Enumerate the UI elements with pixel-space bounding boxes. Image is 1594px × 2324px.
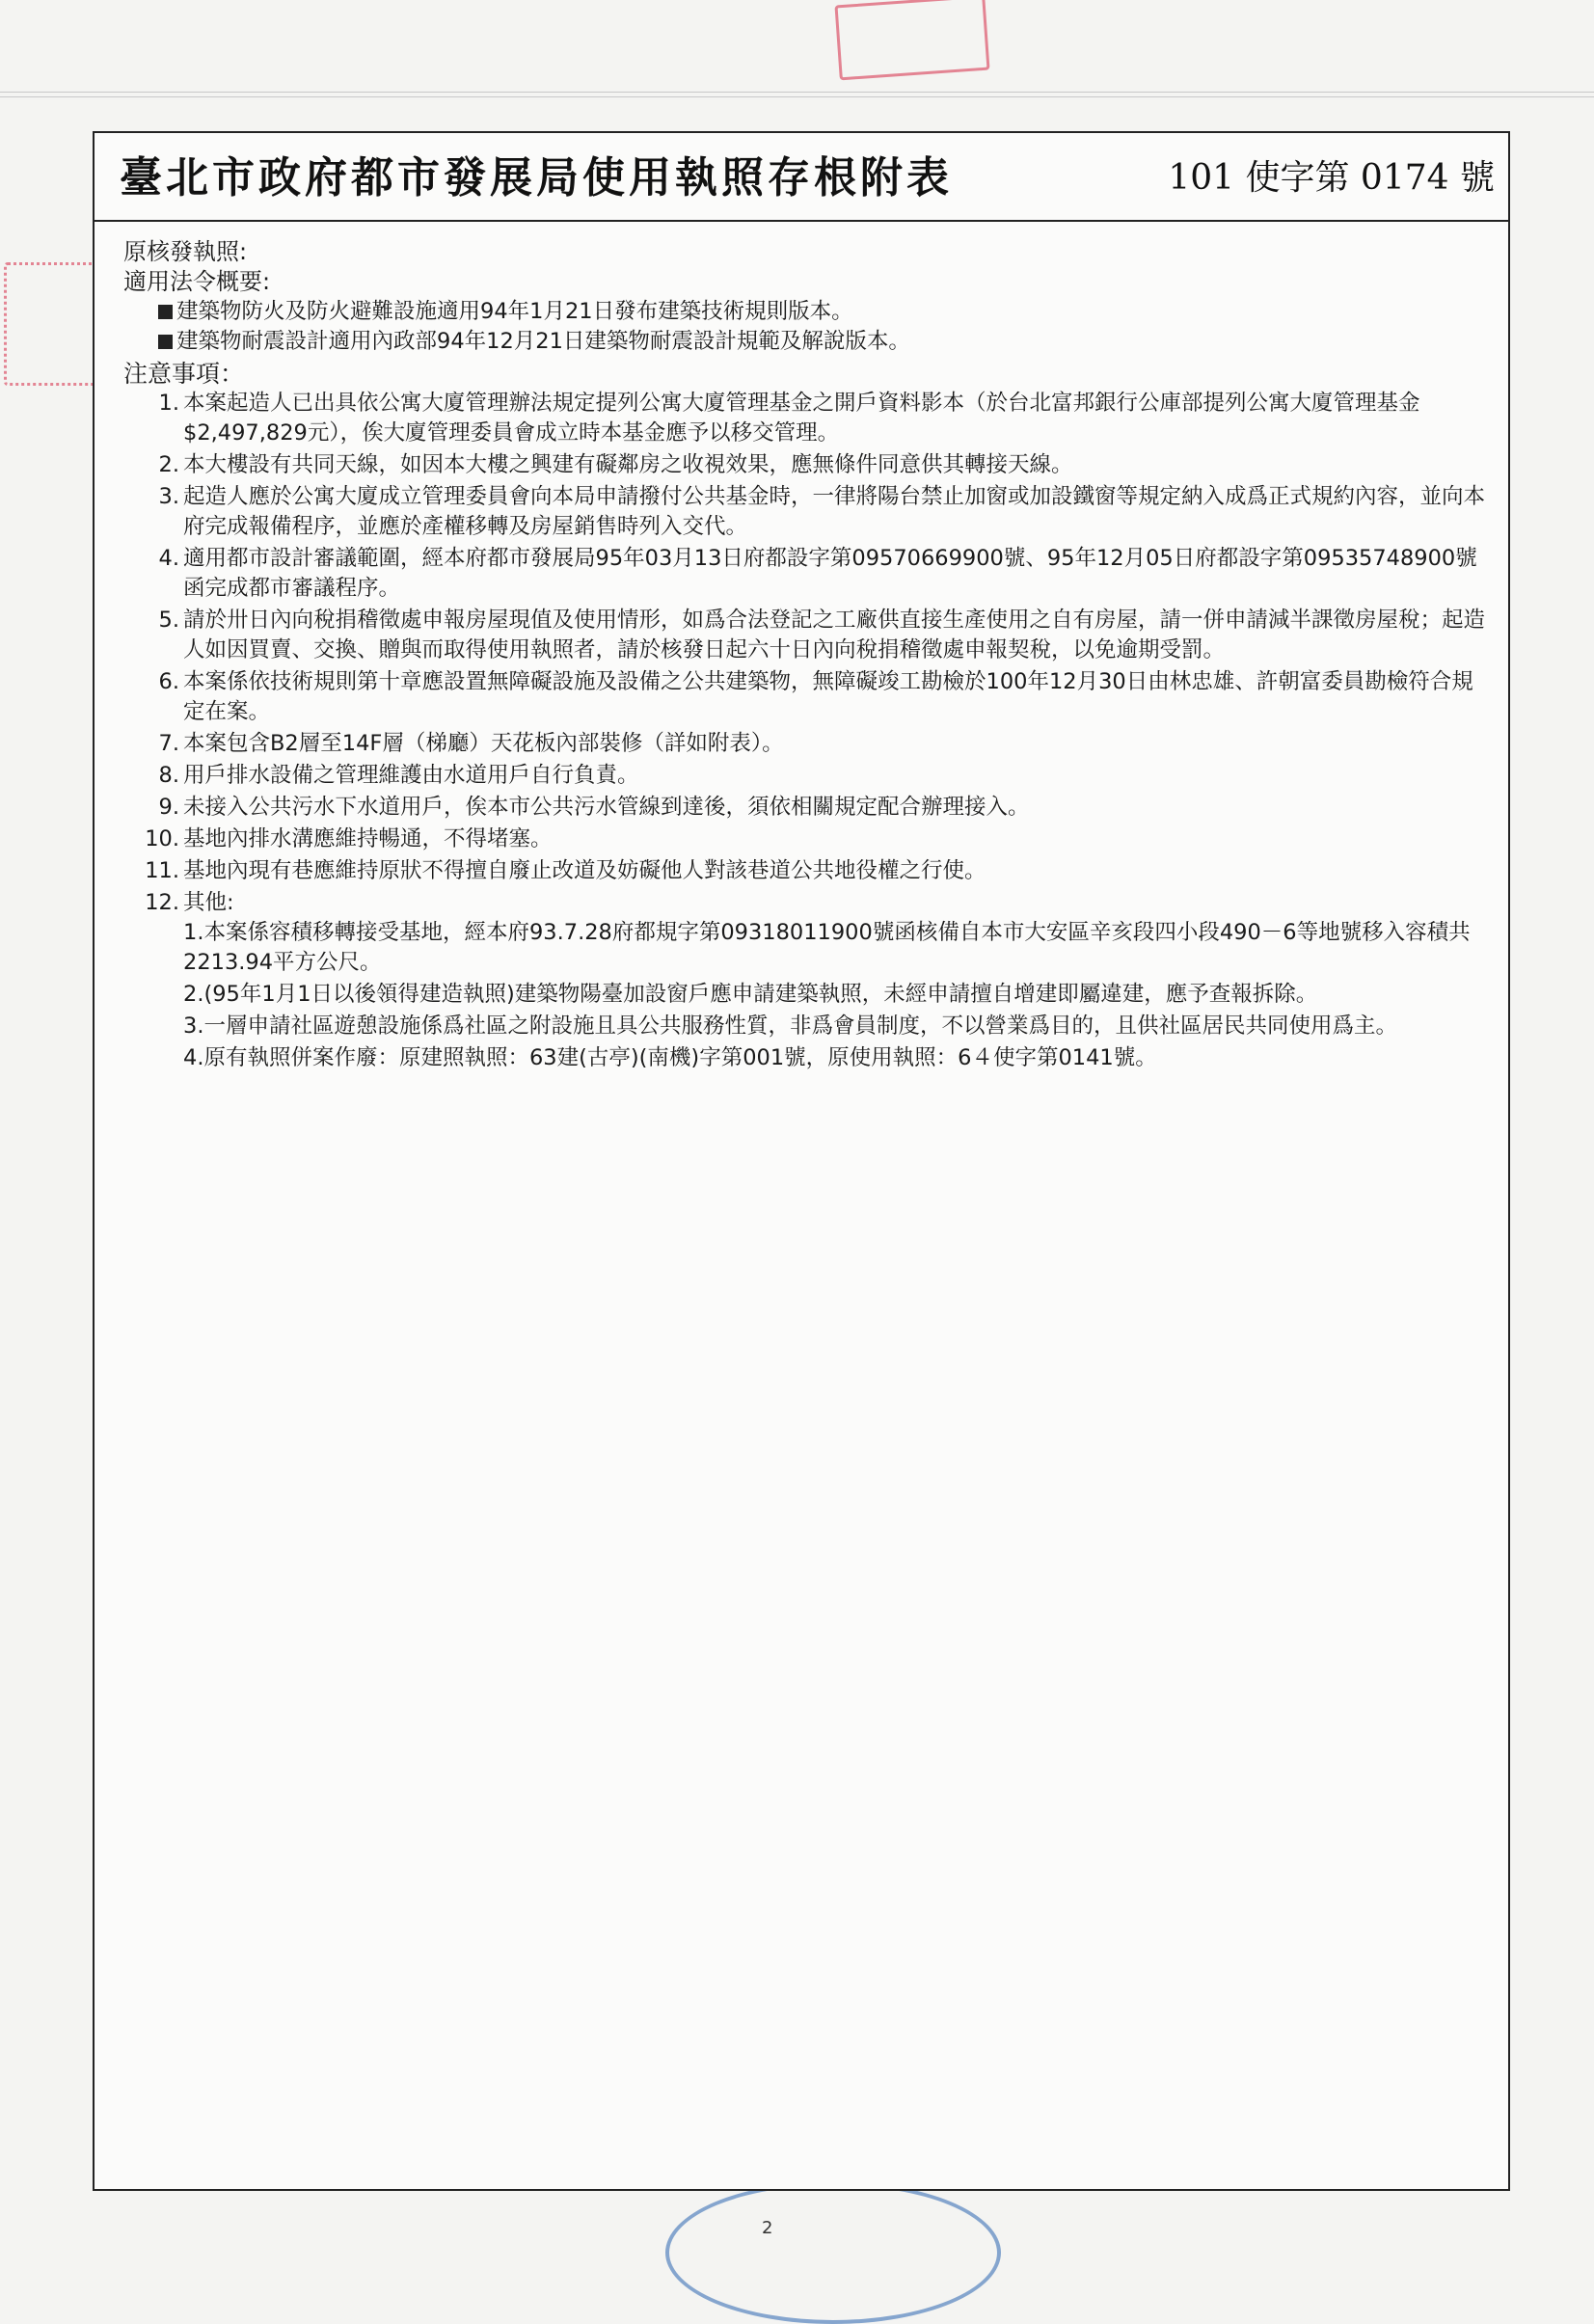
note-item: 2. 本大樓設有共同天線，如因本大樓之興建有礙鄰房之收視效果，應無條件同意供其轉接天線。	[158, 452, 1073, 477]
notes-list	[123, 389, 1493, 1075]
page-fold-line-bottom	[0, 96, 1594, 97]
title-row	[95, 133, 1508, 222]
document-title: 臺北市政府都市發展局使用執照存根附表	[120, 153, 953, 203]
note-item: 9. 未接入公共污水下水道用戶，俟本市公共污水管線到達後，須依相關規定配合辦理接入。	[158, 795, 1030, 820]
note-item: 1. 本案起造人已出具依公寓大廈管理辦法規定提列公寓大廈管理基金之開戶資料影本（於台北富邦銀行公庫部提列公寓大廈管理基金$2,497,829元），俟大廈管理委員會成立時本基金應予以移交管理。	[158, 391, 1420, 446]
note-item: 5. 請於卅日內向稅捐稽徵處申報房屋現值及使用情形，如爲合法登記之工廠供直接生產使用之自有房屋，請一併申請減半課徵房屋稅；起造人如因買賣、交換、贈與而取得使用執照者，請於核發日起六十日內向稅捐稽徵處申報契稅，以免逾期受罰。	[158, 608, 1486, 662]
note-item: 6. 本案係依技術規則第十章應設置無障礙設施及設備之公共建築物，無障礙竣工勘檢於100年12月30日由林忠雄、許朝富委員勘檢符合規定在案。	[158, 669, 1473, 724]
note-item: 8. 用戶排水設備之管理維護由水道用戶自行負責。	[158, 763, 639, 788]
note-item: 4. 適用都市設計審議範圍，經本府都市發展局95年03月13日府都設字第09570669900號、95年12月05日府都設字第09535748900號函完成都市審議程序。	[158, 546, 1477, 601]
document-content	[123, 237, 1493, 1077]
document-frame	[93, 131, 1510, 2191]
page-fold-line-top	[0, 92, 1594, 93]
note-item: 7. 本案包含B2層至14F層（梯廳）天花板內部裝修（詳如附表）。	[158, 731, 784, 756]
note-item: 12. 其他: 1.本案係容積移轉接受基地，經本府93.7.28府都規字第09318011900號函核備自本市大安區辛亥段四小段490－6等地號移入容積共2213.94平方公尺。 2.(95年1月1日以後領得建造執照)建築物陽臺加設窗戶應申請建築執照，未經申請擅自增建即屬違建，應予查報拆除。 3.一層申請社區遊憩設施係爲社區之附設施且具公共服務性質，非爲會員制度，不以營業爲目的，且供社區居民共同使用爲主。 4.原有執照併案作廢：原建照執照：63建(古亭)(南機)字第001號，原使用執照：6４使字第0141號。	[123, 888, 1493, 1075]
other-heading: 其他:	[183, 890, 234, 915]
note-item: 10. 基地內排水溝應維持暢通，不得堵塞。	[145, 826, 553, 851]
notes-heading: 注意事項：	[123, 360, 245, 388]
other-item: 4.原有執照併案作廢：原建照執照：63建(古亭)(南機)字第001號，原使用執照：6４使字第0141號。	[183, 1045, 1157, 1070]
original-permit-label: 原核發執照:	[123, 238, 248, 265]
other-item: 3.一層申請社區遊憩設施係爲社區之附設施且具公共服務性質，非爲會員制度，不以營業爲目的，且供社區居民共同使用爲主。	[183, 1013, 1397, 1039]
square-bullet-icon	[158, 305, 173, 319]
other-item: 2.(95年1月1日以後領得建造執照)建築物陽臺加設窗戶應申請建築執照，未經申請擅自增建即屬違建，應予查報拆除。	[183, 982, 1318, 1007]
permit-number: 101 使字第 0174 號	[1168, 158, 1495, 198]
note-item: 3. 起造人應於公寓大廈成立管理委員會向本局申請撥付公共基金時，一律將陽台禁止加窗或加設鐵窗等規定納入成爲正式規約內容，並向本府完成報備程序，並應於產權移轉及房屋銷售時列入交代。	[158, 484, 1486, 539]
page-number: 2	[762, 2218, 773, 2238]
law-item: 建築物耐震設計適用內政部94年12月21日建築物耐震設計規範及解說版本。	[158, 327, 1493, 357]
red-seal-stamp-top	[834, 0, 989, 80]
other-items	[183, 918, 1493, 1073]
square-bullet-icon	[158, 335, 173, 349]
law-item: 建築物防火及防火避難設施適用94年1月21日發布建築技術規則版本。	[158, 297, 1493, 327]
blue-round-seal-stamp	[665, 2181, 1001, 2324]
other-item: 1.本案係容積移轉接受基地，經本府93.7.28府都規字第09318011900號函核備自本市大安區辛亥段四小段490－6等地號移入容積共2213.94平方公尺。	[183, 920, 1471, 975]
note-item: 11. 基地內現有巷應維持原狀不得擅自廢止改道及妨礙他人對該巷道公共地役權之行使。	[145, 858, 986, 883]
laws-heading: 適用法令概要:	[123, 268, 271, 295]
